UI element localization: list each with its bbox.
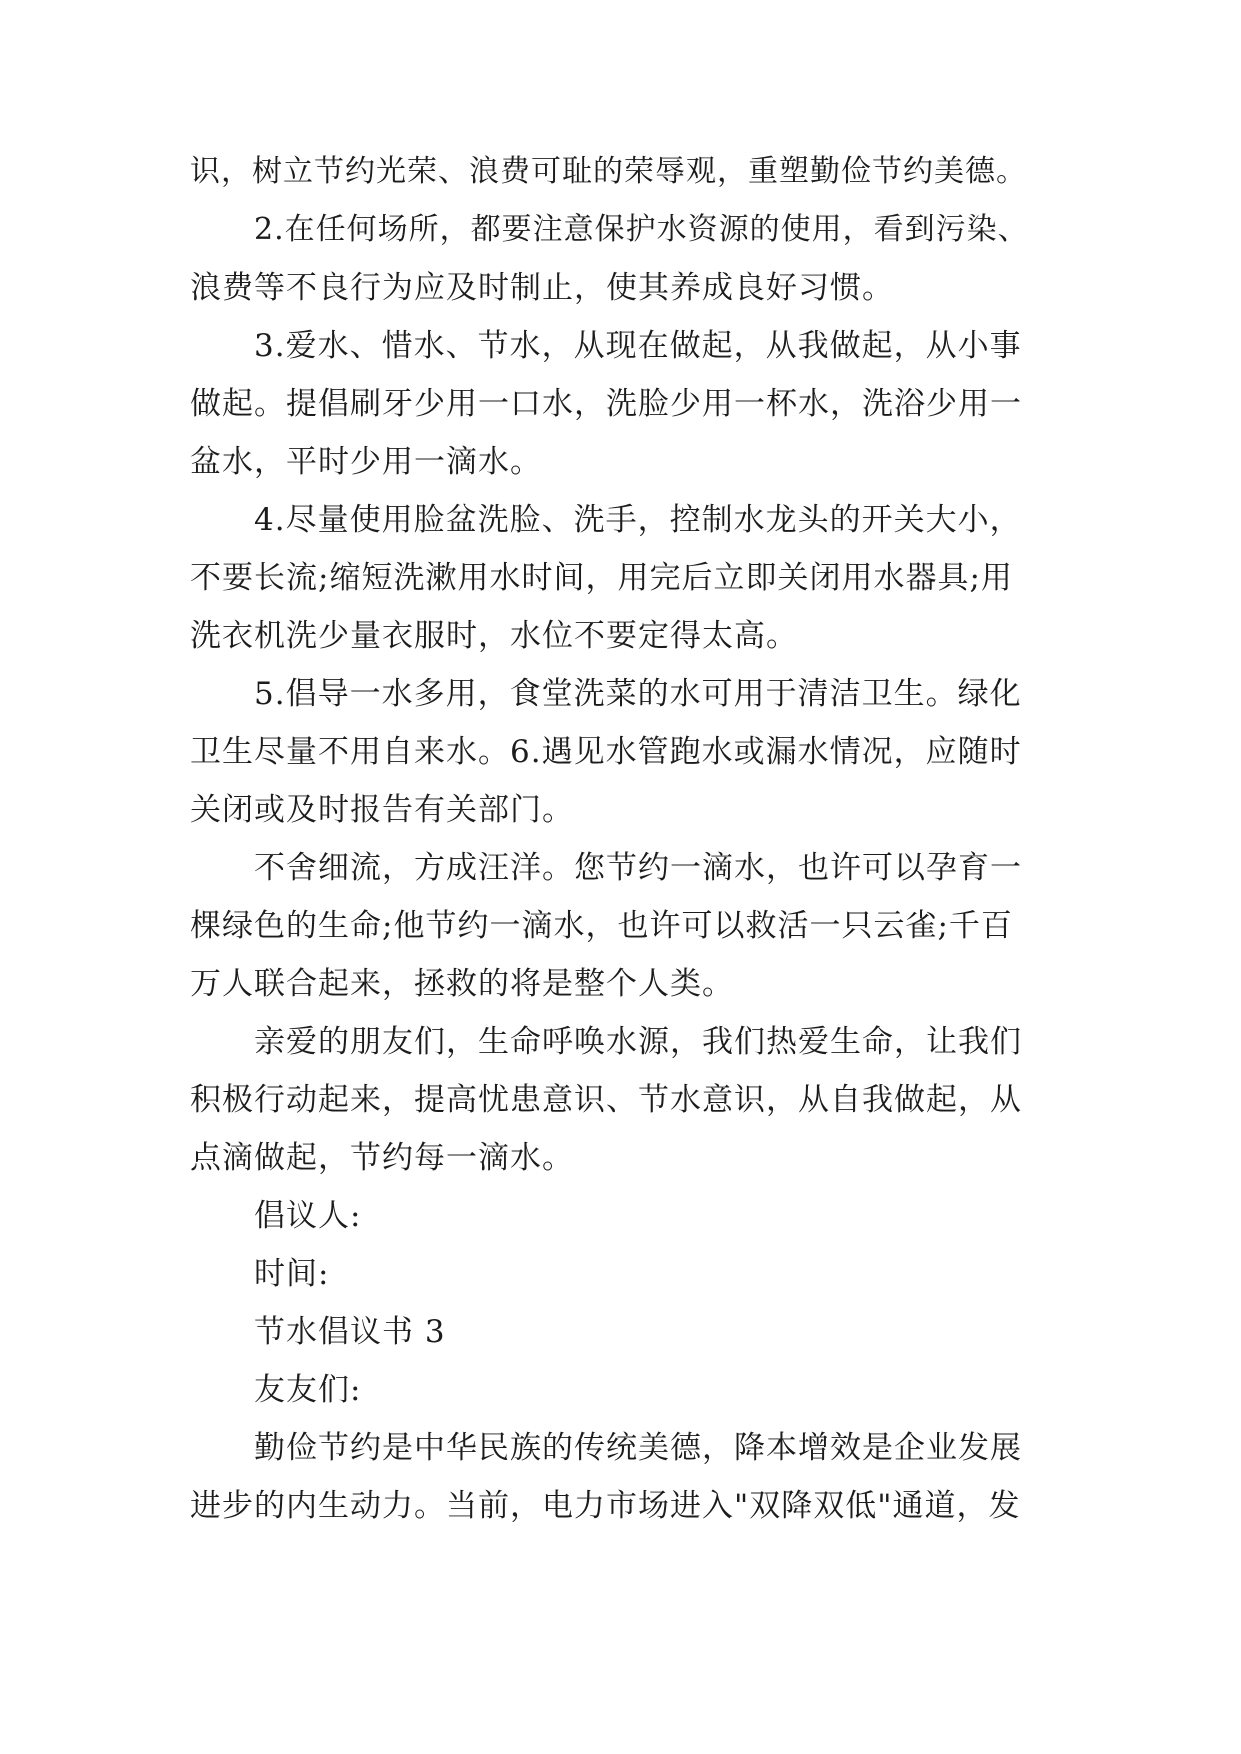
section-title: 节水倡议书 3 — [254, 1314, 446, 1350]
text-line: 积极行动起来，提高忧患意识、节水意识，从自我做起，从 — [190, 1082, 1022, 1118]
text-line: 点滴做起，节约每一滴水。 — [190, 1140, 574, 1176]
list-item-5: 5.倡导一水多用，食堂洗菜的水可用于清洁卫生。绿化 — [254, 676, 1022, 712]
text-line: 棵绿色的生命;他节约一滴水，也许可以救活一只云雀;千百 — [190, 908, 1013, 944]
list-item-3: 3.爱水、惜水、节水，从现在做起，从我做起，从小事 — [254, 328, 1022, 364]
text-line: 洗衣机洗少量衣服时，水位不要定得太高。 — [190, 618, 798, 654]
text-line: 关闭或及时报告有关部门。 — [190, 792, 574, 828]
text-line: 万人联合起来，拯救的将是整个人类。 — [190, 966, 734, 1002]
date-label: 时间: — [254, 1256, 330, 1292]
text-line: 做起。提倡刷牙少用一口水，洗脸少用一杯水，洗浴少用一 — [190, 386, 1022, 422]
text-line: 进步的内生动力。当前，电力市场进入"双降双低"通道，发 — [190, 1488, 1021, 1524]
text-line: 卫生尽量不用自来水。6.遇见水管跑水或漏水情况，应随时 — [190, 734, 1022, 770]
salutation: 友友们: — [254, 1372, 362, 1408]
paragraph-start: 勤俭节约是中华民族的传统美德，降本增效是企业发展 — [254, 1430, 1022, 1466]
text-line: 识，树立节约光荣、浪费可耻的荣辱观，重塑勤俭节约美德。 — [190, 154, 1027, 189]
paragraph-start: 亲爱的朋友们，生命呼唤水源，我们热爱生命，让我们 — [254, 1024, 1022, 1060]
proposer-label: 倡议人: — [254, 1198, 362, 1234]
paragraph-start: 不舍细流，方成汪洋。您节约一滴水，也许可以孕育一 — [254, 850, 1022, 886]
list-item-2: 2.在任何场所，都要注意保护水资源的使用，看到污染、 — [254, 212, 1029, 247]
text-line: 不要长流;缩短洗漱用水时间，用完后立即关闭用水器具;用 — [190, 560, 1013, 596]
text-line: 盆水，平时少用一滴水。 — [190, 444, 542, 480]
list-item-4: 4.尽量使用脸盆洗脸、洗手，控制水龙头的开关大小， — [254, 502, 1022, 538]
text-line: 浪费等不良行为应及时制止，使其养成良好习惯。 — [190, 270, 894, 306]
